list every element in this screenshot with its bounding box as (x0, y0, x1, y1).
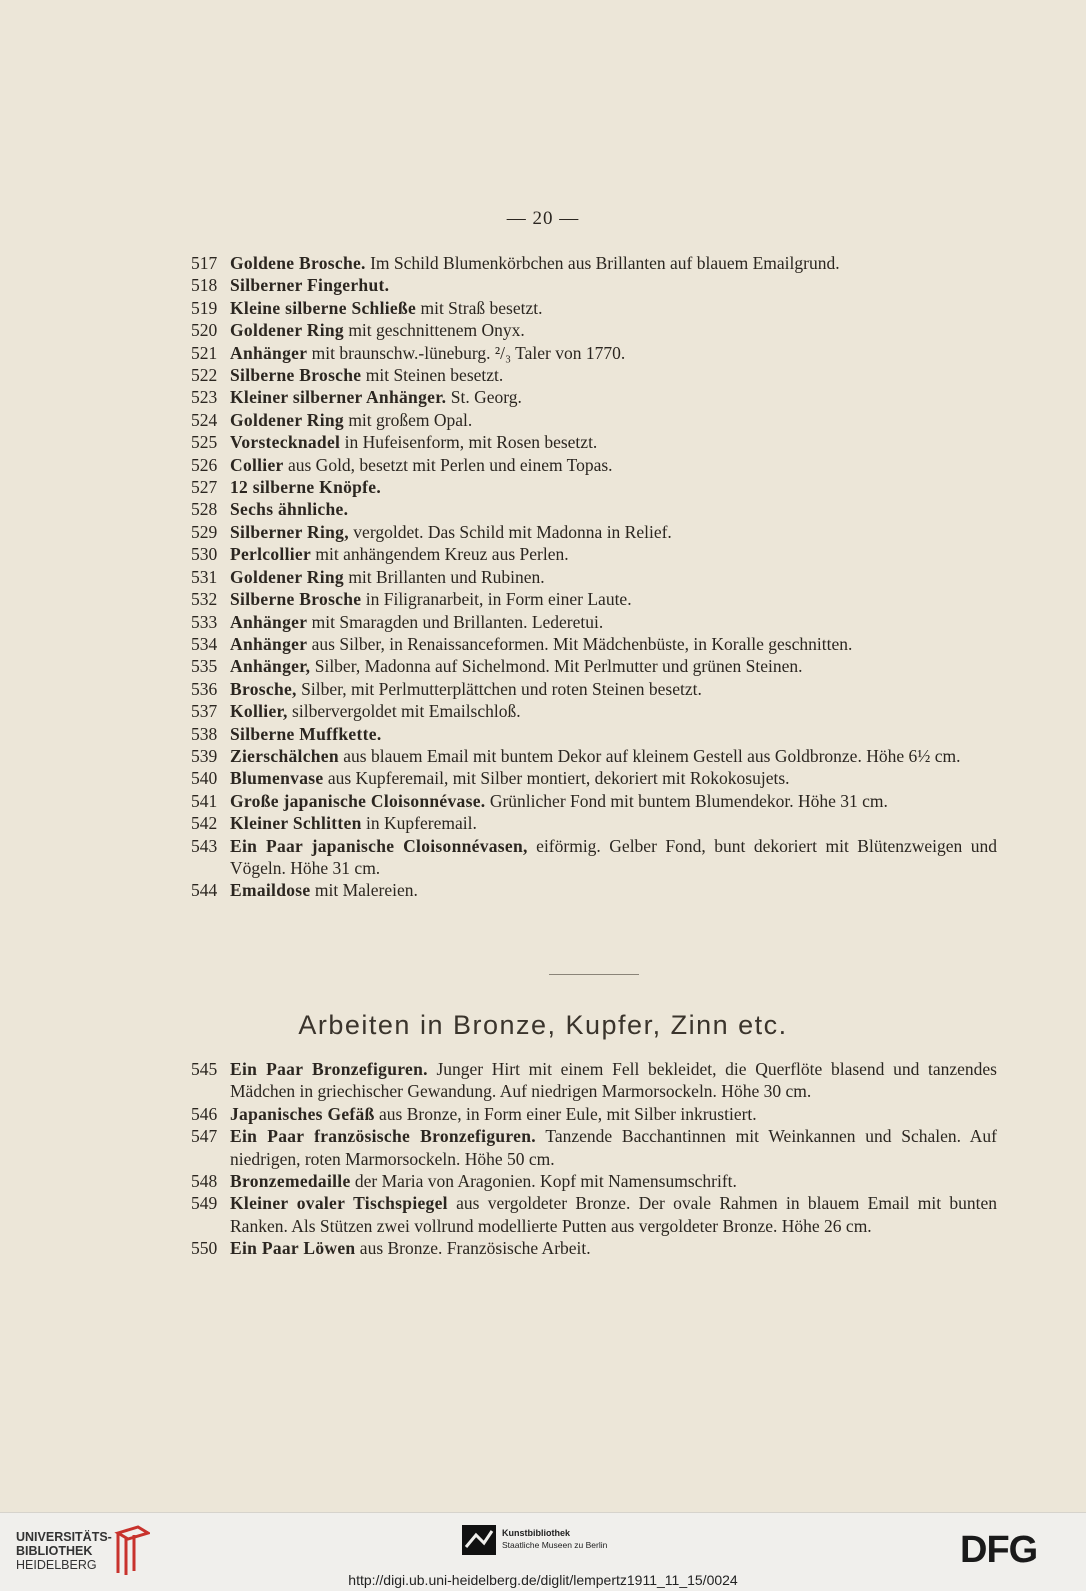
entry-number: 527 (191, 477, 218, 498)
entry-description: vergoldet. Das Schild mit Madonna in Relief. (353, 521, 672, 542)
entry-title: Ein Paar Löwen (230, 1238, 356, 1259)
catalog-entry (191, 521, 997, 543)
entry-number: 540 (191, 768, 218, 789)
entry-title: Goldene Brosche. (230, 253, 366, 273)
entry-title: Silberne Muffkette. (230, 723, 382, 744)
entry-description: St. Georg. (450, 387, 522, 408)
page-url[interactable]: http://digi.ub.uni-heidelberg.de/diglit/lempertz1911_11_15/0024 (348, 1572, 738, 1588)
entry-title: Anhänger (230, 342, 308, 363)
entry-description: Silber, mit Perlmutterplättchen und roten Steinen besetzt. (301, 678, 702, 699)
entry-description: aus Bronze. Französische Arbeit. (359, 1238, 591, 1259)
entry-number: 543 (191, 835, 218, 856)
catalog-entry (191, 835, 997, 880)
entry-title: Zierschälchen (230, 745, 339, 766)
entry-number: 532 (191, 589, 218, 610)
entry-title: Perlcollier (230, 544, 312, 565)
entry-number: 536 (191, 678, 218, 699)
entry-title: Silberner Ring, (230, 521, 349, 542)
entry-number: 530 (191, 544, 218, 565)
entry-description: in Filigranarbeit, in Form einer Laute. (365, 589, 632, 610)
catalog-entry (191, 767, 997, 789)
entry-title: 12 silberne Knöpfe. (230, 477, 382, 498)
entry-number: 533 (191, 611, 218, 632)
entry-text (230, 297, 997, 319)
entry-title: Collier (230, 454, 284, 475)
entry-number: 517 (191, 253, 218, 273)
entry-number: 522 (191, 365, 218, 386)
footer-bar (0, 1512, 1086, 1591)
entry-number: 531 (191, 566, 218, 587)
catalog-entry (191, 409, 997, 431)
entry-number: 524 (191, 409, 218, 430)
entry-text (230, 655, 997, 677)
entry-description: mit Brillanten und Rubinen. (348, 566, 545, 587)
entry-number: 539 (191, 745, 218, 766)
entry-text (230, 767, 997, 789)
entry-description: Im Schild Blumenkörbchen aus Brillanten auf blauem Emailgrund. (370, 253, 840, 273)
entry-number: 547 (191, 1126, 218, 1147)
entry-text (230, 723, 997, 745)
entry-text (230, 274, 997, 296)
entry-text (230, 1058, 997, 1103)
entry-description: Junger Hirt mit einem Fell bekleidet, die Querflöte blasend und tanzendes Mädchen in griechischer Gewandung. Auf niedrigen Marmorsockeln. Höhe 30 cm. (230, 1059, 997, 1102)
entry-title: Kleiner silberner Anhänger. (230, 387, 447, 408)
catalog-entry (191, 790, 997, 812)
entry-text (230, 454, 997, 476)
entry-text (230, 431, 997, 453)
entry-number: 518 (191, 275, 218, 296)
entry-title: Silberne Brosche (230, 589, 362, 610)
entry-number: 546 (191, 1103, 218, 1124)
entry-description: aus vergoldeter Bronze. Der ovale Rahmen in blauem Email mit bunten Ranken. Als Stützen zwei vollrund modellierte Putten aus vergoldeter Bronze. Höhe 26 cm. (230, 1193, 998, 1236)
entry-title: Kleiner Schlitten (230, 813, 362, 834)
catalog-entry (191, 1170, 997, 1192)
kunstbibliothek-logo-icon (462, 1525, 496, 1555)
entry-number: 538 (191, 723, 218, 744)
entry-text (230, 879, 997, 901)
entry-number: 525 (191, 432, 218, 453)
catalog-entry (191, 1058, 997, 1103)
entry-description: Silber, Madonna auf Sichelmond. Mit Perlmutter und grünen Steinen. (314, 656, 803, 677)
entry-number: 526 (191, 454, 218, 475)
catalog-entry (191, 1192, 997, 1237)
entry-description: eiförmig. Gelber Fond, bunt dekoriert mit Blütenzweigen und Vögeln. Höhe 31 cm. (230, 835, 997, 878)
entry-title: Sechs ähnliche. (230, 499, 349, 520)
entry-text (230, 790, 997, 812)
catalog-entry (191, 588, 997, 610)
catalog-entry (191, 252, 997, 274)
catalog-entry (191, 1125, 997, 1170)
entry-description: aus Silber, in Renaissanceformen. Mit Mädchenbüste, in Koralle geschnitten. (311, 633, 853, 654)
entry-number: 534 (191, 633, 218, 654)
entry-description: aus Bronze, in Form einer Eule, mit Silber inkrustiert. (379, 1103, 757, 1124)
entry-description: der Maria von Aragonien. Kopf mit Namensumschrift. (354, 1171, 737, 1192)
entry-description: mit Smaragden und Brillanten. Lederetui. (311, 611, 604, 632)
entry-text (230, 476, 997, 498)
entry-number: 550 (191, 1238, 218, 1259)
entry-title: Vorstecknadel (230, 432, 341, 453)
entry-number: 541 (191, 790, 218, 811)
entry-text (230, 1192, 997, 1237)
kb-subtitle: Staatliche Museen zu Berlin (502, 1540, 608, 1550)
page-number: — 20 — (506, 208, 580, 229)
entry-number: 521 (191, 342, 218, 363)
catalog-entry (191, 723, 997, 745)
entry-title: Kleiner ovaler Tischspiegel (230, 1193, 448, 1214)
entry-title: Große japanische Cloisonnévase. (230, 790, 486, 811)
entry-title: Silberner Fingerhut. (230, 275, 390, 296)
entry-text (230, 1237, 997, 1259)
entry-text (230, 611, 997, 633)
entry-text (230, 1125, 997, 1170)
entry-text (230, 1170, 997, 1192)
entry-description: in Kupferemail. (366, 813, 477, 834)
catalog-entry (191, 498, 997, 520)
entry-number: 528 (191, 499, 218, 520)
catalog-entry (191, 319, 997, 341)
dfg-logo[interactable]: DFG (960, 1529, 1038, 1571)
entry-text (230, 386, 997, 408)
entry-title: Blumenvase (230, 768, 324, 789)
entry-text (230, 521, 997, 543)
entry-description: mit Straß besetzt. (420, 297, 543, 318)
entry-text (230, 252, 997, 274)
entry-number: 544 (191, 880, 218, 901)
ub-line1: UNIVERSITÄTS- (16, 1530, 112, 1544)
entry-title: Kleine silberne Schließe (230, 297, 417, 318)
catalog-entry (191, 633, 997, 655)
entry-description: mit Steinen besetzt. (365, 365, 504, 386)
catalog-entry (191, 879, 997, 901)
entry-number: 548 (191, 1171, 218, 1192)
entry-text (230, 745, 997, 767)
entry-description: mit anhängendem Kreuz aus Perlen. (315, 544, 569, 565)
kunstbibliothek-text[interactable] (502, 1527, 607, 1551)
catalog-entry (191, 1103, 997, 1125)
entry-number: 520 (191, 320, 218, 341)
entry-number: 519 (191, 297, 218, 318)
section-divider (549, 974, 639, 975)
catalog-entry (191, 655, 997, 677)
catalog-entry (191, 476, 997, 498)
entry-description: aus Gold, besetzt mit Perlen und einem Topas. (287, 454, 613, 475)
catalog-entry (191, 274, 997, 296)
entry-description: mit großem Opal. (348, 409, 473, 430)
entry-number: 529 (191, 521, 218, 542)
entry-title: Ein Paar französische Bronzefiguren. (230, 1126, 536, 1147)
catalog-entry (191, 297, 997, 319)
entry-description: in Hufeisenform, mit Rosen besetzt. (344, 432, 598, 453)
catalog-entry (191, 678, 997, 700)
entry-text (230, 543, 997, 565)
jewelry-entry-list (191, 252, 997, 902)
catalog-entry (191, 454, 997, 476)
entry-text (230, 835, 997, 880)
entry-description: mit Malereien. (314, 880, 418, 901)
entry-title: Anhänger (230, 633, 308, 654)
entry-text (230, 1103, 997, 1125)
entry-text (230, 566, 997, 588)
entry-number: 542 (191, 813, 218, 834)
entry-title: Anhänger, (230, 656, 311, 677)
catalog-entry (191, 342, 997, 364)
section-heading: Arbeiten in Bronze, Kupfer, Zinn etc. (298, 1010, 788, 1040)
bronze-entry-list (191, 1058, 997, 1260)
entry-description: silbervergoldet mit Emailschloß. (292, 701, 521, 722)
entry-text (230, 633, 997, 655)
catalog-entry (191, 386, 997, 408)
entry-number: 549 (191, 1193, 218, 1214)
ub-line2: BIBLIOTHEK (16, 1544, 93, 1558)
entry-title: Goldener Ring (230, 409, 344, 430)
entry-number: 545 (191, 1059, 218, 1079)
catalog-entry (191, 543, 997, 565)
entry-text (230, 588, 997, 610)
catalog-entry (191, 364, 997, 386)
entry-number: 535 (191, 656, 218, 677)
entry-text (230, 678, 997, 700)
entry-description: mit braunschw.-lüneburg. ²/₃ Taler von 1770. (311, 342, 626, 363)
entry-text (230, 409, 997, 431)
entry-text (230, 319, 997, 341)
entry-title: Goldener Ring (230, 320, 344, 341)
ub-line3: HEIDELBERG (16, 1558, 97, 1572)
entry-title: Ein Paar Bronzefiguren. (230, 1059, 428, 1079)
catalog-entry (191, 611, 997, 633)
entry-text (230, 498, 997, 520)
entry-title: Kollier, (230, 701, 288, 722)
entry-text (230, 364, 997, 386)
ub-heidelberg-logo[interactable] (16, 1530, 112, 1572)
entry-title: Ein Paar japanische Cloisonnévasen, (230, 835, 528, 856)
entry-description: Tanzende Bacchantinnen mit Weinkannen und Schalen. Auf niedrigen, roten Marmorsockeln. Höhe 50 cm. (230, 1126, 997, 1169)
entry-text (230, 812, 997, 834)
entry-description: Grünlicher Fond mit buntem Blumendekor. Höhe 31 cm. (489, 790, 888, 811)
entry-title: Silberne Brosche (230, 365, 362, 386)
entry-text (230, 342, 997, 364)
entry-text (230, 700, 997, 722)
entry-title: Brosche, (230, 678, 297, 699)
entry-number: 537 (191, 701, 218, 722)
kb-title: Kunstbibliothek (502, 1528, 570, 1538)
catalog-entry (191, 812, 997, 834)
catalog-entry (191, 745, 997, 767)
entry-description: aus blauem Email mit buntem Dekor auf kleinem Gestell aus Goldbronze. Höhe 6½ cm. (343, 745, 961, 766)
entry-number: 523 (191, 387, 218, 408)
entry-title: Anhänger (230, 611, 308, 632)
entry-title: Bronzemedaille (230, 1171, 351, 1192)
catalog-entry (191, 700, 997, 722)
entry-title: Emaildose (230, 880, 311, 901)
ub-logo-icon (108, 1525, 150, 1577)
entry-title: Goldener Ring (230, 566, 344, 587)
entry-description: aus Kupferemail, mit Silber montiert, dekoriert mit Rokokosujets. (327, 768, 790, 789)
catalog-entry (191, 1237, 997, 1259)
catalog-entry (191, 431, 997, 453)
entry-title: Japanisches Gefäß (230, 1103, 375, 1124)
entry-description: mit geschnittenem Onyx. (348, 320, 525, 341)
catalog-entry (191, 566, 997, 588)
